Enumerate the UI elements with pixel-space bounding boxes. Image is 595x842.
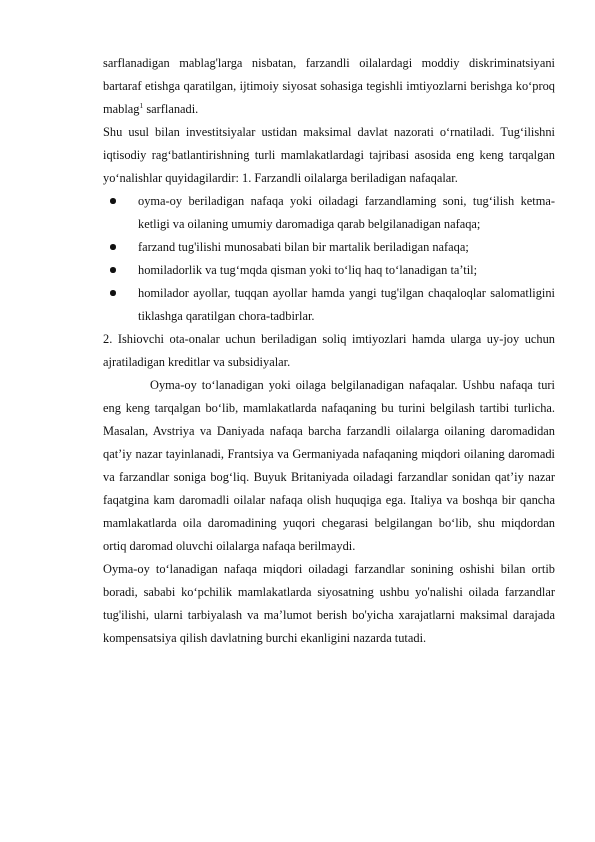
- document-page: [103, 52, 555, 650]
- paragraph-allowance-amount: Oyma-oy to‘lanadigan nafaqa miqdori oiladagi farzandlar sonining oshishi bilan ortib boradi, sababi ko‘pchilik mamlakatlarda siyosatning ushbu yo'nalishi oilada farzandlar tug'ilishi, ularni tarbiyalash va ma’lumot berish bo'yicha xarajatlarni maksimal darajada kompensatsiya qilish davlatning burchi ekanligini nazarda tutadi.: [103, 562, 555, 645]
- bullet-dot-icon: [110, 198, 116, 204]
- list-item: [103, 236, 555, 259]
- paragraph-intro-text: sarflanadigan mablag'larga nisbatan, farzandli oilalardagi moddiy diskriminatsiyani bartaraf etishga qaratilgan, ijtimoiy siyosat sohasiga tegishli imtiyozlarni berishga ko‘proq mablag: [103, 56, 555, 116]
- paragraph-intro: [103, 52, 555, 121]
- list-item-text: homiladorlik va tug‘mqda qisman yoki to‘liq haq to‘lanadigan ta’til;: [138, 263, 478, 277]
- list-item: [103, 282, 555, 328]
- list-item-text: oyma-oy beriladigan nafaqa yoki oiladagi farzandlaming soni, tug‘ilish ketma-ketligi va oilaning umumiy daromadiga qarab belgilanadigan nafaqa;: [138, 194, 555, 231]
- paragraph-monthly-allowances: Oyma-oy to‘lanadigan yoki oilaga belgilanadigan nafaqalar. Ushbu nafaqa turi eng keng tarqalgan bo‘lib, mamlakatlarda nafaqaning bu turini belgilash tartibi turlicha. Masalan, Avstriya va Daniyada nafaqa barcha farzandli oilalarga oilaning daromadidan qat’iy nazar tayinlanadi, Frantsiya va Germaniyada nafaqaning miqdori oilaning daromadi va farzandlar soniga bog‘liq. Buyuk Britaniyada oiladagi farzandlar sonidan qat’iy nazar faqatgina kam daromadli oilalar nafaqa olish huquqiga ega. Italiya va boshqa bir qancha mamlakatlarda oila daromadining yuqori chegarasi belgilangan bo‘lib, shu miqdordan ortiq daromad oluvchi oilalarga nafaqa berilmaydi.: [103, 378, 555, 553]
- allowance-list: [103, 190, 555, 328]
- paragraph-intro-end: sarflanadi.: [143, 102, 199, 116]
- bullet-dot-icon: [110, 290, 116, 296]
- list-item: [103, 190, 555, 236]
- bullet-dot-icon: [110, 244, 116, 250]
- list-item-text: farzand tug'ilishi munosabati bilan bir martalik beriladigan nafaqa;: [138, 240, 469, 254]
- list-item: [103, 259, 555, 282]
- paragraph-tax-benefits: 2. Ishiovchi ota-onalar uchun beriladigan soliq imtiyozlari hamda ularga uy-joy uchun ajratiladigan kreditlar va subsidiyalar.: [103, 332, 555, 369]
- bullet-dot-icon: [110, 267, 116, 273]
- list-item-text: homilador ayollar, tuqqan ayollar hamda yangi tug'ilgan chaqaloqlar salomatligini tiklashga qaratilgan chora-tadbirlar.: [138, 286, 555, 323]
- paragraph-directions: Shu usul bilan investitsiyalar ustidan maksimal davlat nazorati o‘rnatiladi. Tug‘ilishni iqtisodiy rag‘batlantirishning turli mamlakatlardagi tajribasi asosida eng keng tarqalgan yo‘nalishlar quyidagilardir: 1. Farzandli oilalarga beriladigan nafaqalar.: [103, 125, 555, 185]
- footnote-marker[interactable]: 1: [139, 101, 144, 110]
